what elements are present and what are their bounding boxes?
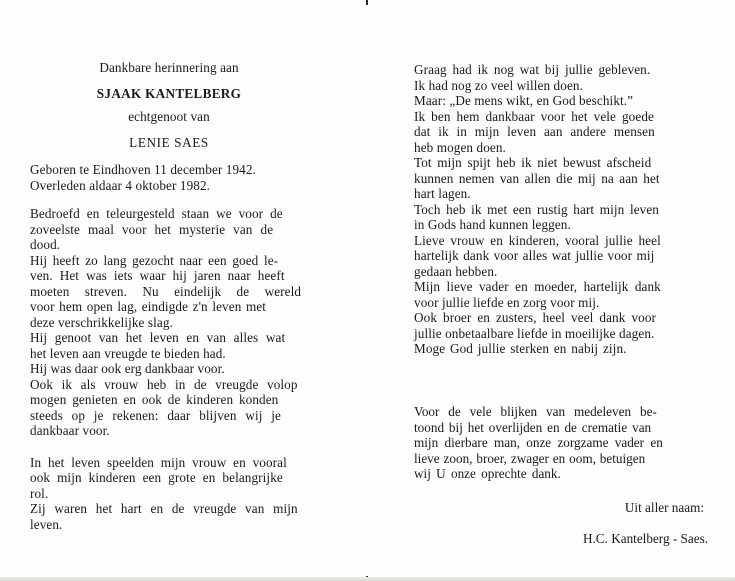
poem-line: gedaan hebben.: [414, 263, 498, 279]
poem-line: kunnen nemen van allen die mij na aan het: [414, 170, 660, 186]
closing-text: [30, 455, 330, 533]
spouse-name: LENIE SAES: [129, 134, 209, 150]
poem-line: heb mogen doen.: [414, 139, 506, 155]
text-line: moeten streven. Nu eindelijk de wereld: [30, 283, 302, 299]
poem-line: in Gods hand kunnen leggen.: [414, 217, 571, 232]
text-line: toond bij het overlijden en de crematie van: [414, 419, 652, 435]
text-line: leven.: [30, 516, 63, 532]
text-line: wij U onze oprechte dank.: [414, 466, 561, 481]
poem-line: Tot mijn spijt heb ik niet bewust afscheid: [414, 155, 652, 170]
right-panel: [414, 62, 708, 357]
poem-line: voor jullie liefde en zorg voor mij.: [414, 294, 600, 310]
text-line: Hij genoot van het leven en van alles wat: [30, 330, 286, 345]
life-dates: [30, 162, 330, 193]
birth-line: Geboren te Eindhoven 11 december 1942.: [30, 162, 256, 177]
text-line: dood.: [30, 237, 61, 252]
poem-line: Graag had ik nog wat bij jullie gebleven.: [414, 62, 651, 77]
text-line: Bedroefd en teleurgesteld staan we voor de: [30, 206, 283, 221]
poem-line: Ook broer en zusters, heel veel dank voor: [414, 310, 657, 325]
acknowledgement-text: [414, 404, 708, 482]
text-line: mijn dierbare man, onze zorgzame vader en: [414, 435, 663, 450]
text-line: lieve zoon, broer, zwager en oom, betuigen: [414, 450, 646, 466]
text-line: ven. Het was iets waar hij jaren naar heeft: [30, 268, 285, 283]
card-bottom-edge: [0, 577, 735, 581]
text-line: dankbaar voor.: [30, 423, 110, 438]
poem-line: Mijn lieve vader en moeder, hartelijk dank: [414, 279, 661, 294]
poem-line: Toch heb ik met een rustig hart mijn leven: [414, 201, 660, 217]
poem-line: Lieve vrouw en kinderen, vooral jullie heel: [414, 232, 661, 248]
poem-line: dat ik in mijn leven aan andere mensen: [414, 124, 655, 139]
fold-mark-top: [366, 0, 368, 5]
text-line: Hij heeft zo lang gezocht naar een goed le-: [30, 252, 279, 268]
text-line: Voor de vele blijken van medeleven be-: [414, 404, 657, 419]
deceased-name: SJAAK KANTELBERG: [96, 85, 242, 101]
text-line: Hij was daar ook erg dankbaar voor.: [30, 361, 225, 376]
poem-line: hart lagen.: [414, 186, 471, 201]
text-line: voor hem open lag, eindigde z'n leven met: [30, 299, 267, 314]
signature: H.C. Kantelberg - Saes.: [582, 531, 708, 546]
text-line: ook mijn kinderen een grote en belangrijke: [30, 470, 283, 485]
tribute-text: [30, 206, 330, 439]
text-line: Zij waren het hart en de vreugde van mijn: [30, 501, 298, 516]
spouse-label: echtgenoot van: [128, 109, 210, 124]
memorial-heading: Dankbare herinnering aan: [99, 60, 239, 75]
text-line: Ook ik als vrouw heb in de vreugde volop: [30, 376, 298, 392]
poem-line: Ik had nog zo veel willen doen.: [414, 77, 583, 93]
text-line: zoveelste maal voor het mysterie van de: [30, 221, 274, 237]
left-panel: [30, 60, 330, 532]
death-line: Overleden aldaar 4 oktober 1982.: [30, 177, 211, 193]
poem-line: hartelijk dank voor alles wat jullie voor mij: [414, 248, 655, 263]
text-line: het leven aan vreugde te bieden had.: [30, 345, 226, 361]
poem-line: Maar: „De mens wikt, en God beschikt.”: [414, 93, 634, 108]
signoff: Uit aller naam:: [624, 500, 704, 515]
poem-line: Moge God jullie sterken en nabij zijn.: [414, 341, 627, 356]
text-line: rol.: [30, 485, 49, 501]
text-line: In het leven speelden mijn vrouw en vooral: [30, 454, 287, 470]
text-line: deze verschrikkelijke slag.: [30, 314, 173, 330]
poem-line: Ik ben hem dankbaar voor het vele goede: [414, 108, 654, 124]
poem-line: jullie onbetaalbare liefde in moeilijke dagen.: [414, 325, 655, 341]
text-line: steeds op je rekenen: daar blijven wij je: [30, 407, 281, 423]
text-line: mogen genieten en ook de kinderen konden: [30, 392, 279, 407]
